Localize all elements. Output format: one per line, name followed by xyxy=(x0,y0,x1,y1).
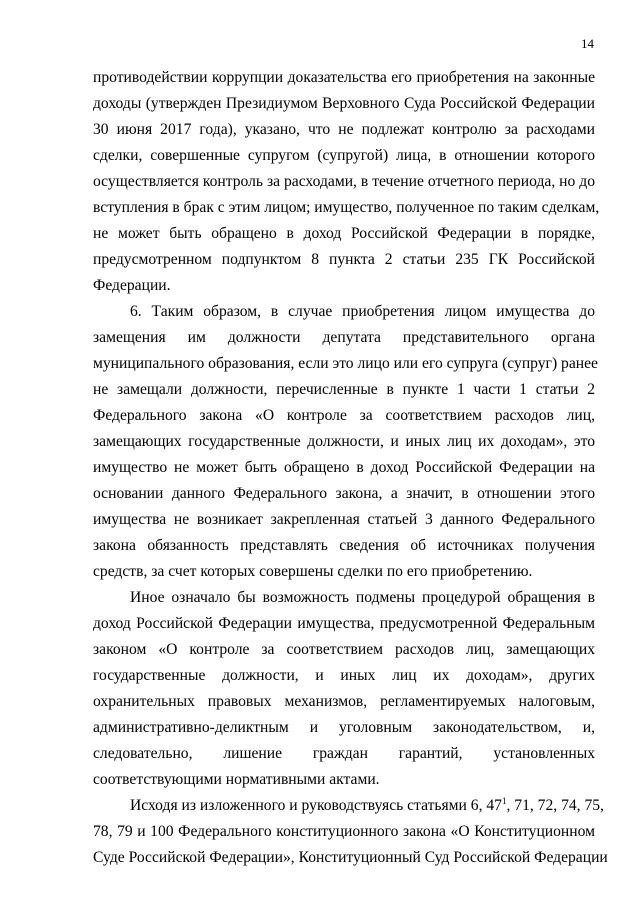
text-line: закона обязанность представлять сведения об источниках получения xyxy=(93,537,595,554)
text-line: средств, за счет которых совершены сделки по его приобретению. xyxy=(93,563,533,580)
text-line: замещения им должности депутата представительного органа xyxy=(93,329,595,346)
text-line: Федерального закона «О контроле за соответствием расходов лиц, xyxy=(93,407,595,424)
text-segment: Исходя из изложенного и руководствуясь статьями 6, 47 xyxy=(130,797,502,814)
text-line: 78, 79 и 100 Федерального конституционного закона «О Конституционном xyxy=(93,823,595,840)
text-line: Суде Российской Федерации», Конституционный Суд Российской Федерации xyxy=(93,849,608,866)
text-line: замещающих государственные должности, и иных лиц их доходам», это xyxy=(93,433,595,450)
text-line: не может быть обращено в доход Российской Федерации в порядке, xyxy=(93,225,595,242)
text-line: муниципального образования, если это лицо или его супруга (супруг) ранее xyxy=(93,355,598,372)
superscript-mark: 1 xyxy=(501,795,507,806)
paragraph-first-line: 6. Таким образом, в случае приобретения лицом имущества до xyxy=(130,303,595,320)
paragraph-first-line xyxy=(93,793,604,819)
document-body xyxy=(93,65,608,871)
text-line: законом «О контроле за соответствием расходов лиц, замещающих xyxy=(93,641,595,658)
text-line: 30 июня 2017 года), указано, что не подлежат контролю за расходами xyxy=(93,121,595,138)
text-segment: , 71, 72, 74, 75, xyxy=(506,797,604,814)
text-line: имущества не возникает закрепленная статьей 3 данного Федерального xyxy=(93,511,595,528)
text-line: предусмотренном подпунктом 8 пункта 2 статьи 235 ГК Российской xyxy=(93,251,595,268)
text-line: вступления в брак с этим лицом; имущество, полученное по таким сделкам, xyxy=(93,199,600,216)
text-line: доход Российской Федерации имущества, предусмотренной Федеральным xyxy=(93,615,595,632)
text-line: сделки, совершенные супругом (супругой) лица, в отношении которого xyxy=(93,147,595,164)
text-line: Федерации. xyxy=(93,277,171,294)
page-number: 14 xyxy=(581,36,594,51)
text-line: охранительных правовых механизмов, регламентируемых налоговым, xyxy=(93,693,595,710)
text-line: имущество не может быть обращено в доход Российской Федерации на xyxy=(93,459,595,476)
paragraph-first-line: Иное означало бы возможность подмены процедурой обращения в xyxy=(130,589,595,606)
text-line: государственные должности, и иных лиц их доходам», других xyxy=(93,667,595,684)
text-line: следовательно, лишение граждан гарантий, установленных xyxy=(93,745,595,762)
text-line: соответствующими нормативными актами. xyxy=(93,771,380,788)
text-line: противодействии коррупции доказательства его приобретения на законные xyxy=(93,69,595,86)
text-line: административно-деликтным и уголовным законодательством, и, xyxy=(93,719,595,736)
text-line: осуществляется контроль за расходами, в течение отчетного периода, но до xyxy=(93,173,595,190)
text-line: не замещали должности, перечисленные в пункте 1 части 1 статьи 2 xyxy=(93,381,595,398)
text-line: доходы (утвержден Президиумом Верховного Суда Российской Федерации xyxy=(93,95,595,112)
text-line: основании данного Федерального закона, а значит, в отношении этого xyxy=(93,485,595,502)
